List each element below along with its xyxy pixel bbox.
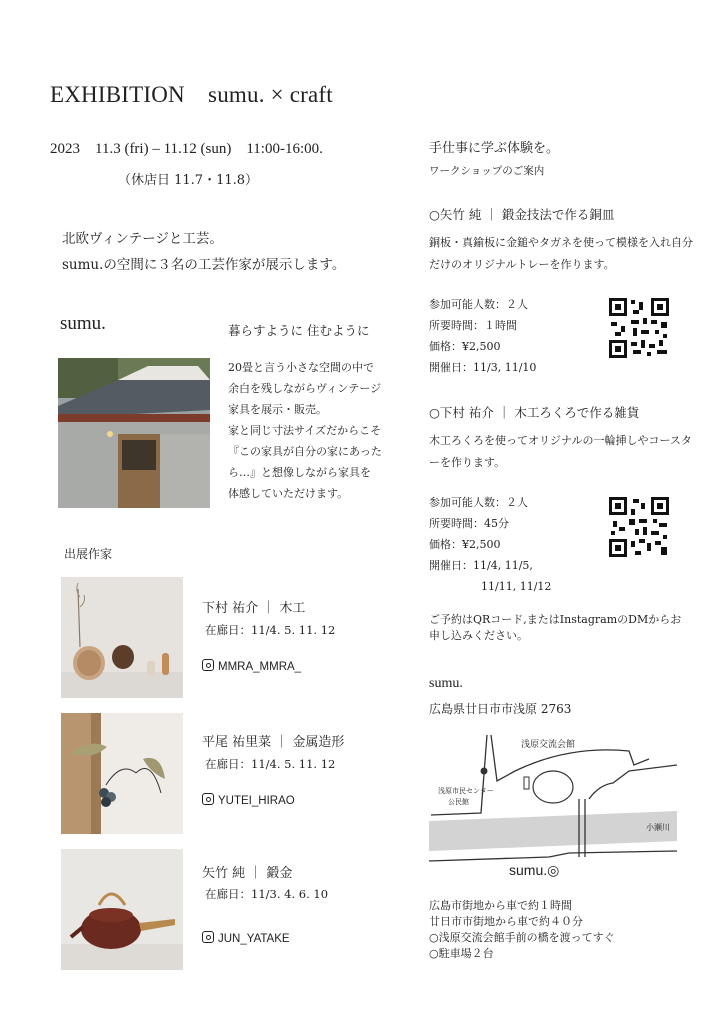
- shop-desc-line: 家具を展示・販売。: [228, 403, 327, 416]
- map-label-center: 浅原市民センター: [438, 788, 494, 795]
- exhibition-title: EXHIBITION sumu. × craft: [50, 82, 333, 107]
- workshop-title: ○下村 祐介 ｜ 木工ろくろで作る雑貨: [429, 405, 640, 420]
- location-address: 広島県廿日市市浅原 2763: [429, 702, 572, 716]
- artist-dates: 在廊日：11/3. 4. 6. 10: [205, 887, 329, 901]
- intro-text: [62, 226, 345, 278]
- workshop-price: 価格：¥2,500: [429, 538, 501, 551]
- closed-days: （休店日 11.7・11.8）: [118, 173, 259, 188]
- instagram-handle-text: MMRA_MMRA_: [218, 661, 302, 673]
- workshop-subheading: ワークショップのご案内: [429, 165, 545, 177]
- workshop-info: [429, 492, 551, 597]
- workshop-dates-cont: 11/11, 11/12: [481, 580, 552, 593]
- exhibition-dates: 2023 11.3 (fri) – 11.12 (sun) 11:00-16:00.: [50, 141, 323, 157]
- map-label-center2: 公民館: [448, 799, 469, 806]
- instagram-handle-text: JUN_YATAKE: [218, 933, 290, 945]
- shop-desc-line: 余白を残しながらヴィンテージ: [228, 382, 382, 395]
- artist-photo-kettle: [61, 849, 183, 970]
- access-info: [429, 898, 615, 962]
- map-label-shop: sumu.◎: [509, 862, 560, 878]
- workshop-info: [429, 294, 536, 378]
- workshop-dates: 開催日：11/4, 11/5,: [429, 559, 533, 572]
- reservation-note: ご予約はQRコード,またはInstagramのDMからお申し込みください。: [429, 613, 682, 642]
- qr-code-icon[interactable]: [609, 298, 669, 358]
- workshop-time: 所要時間：45分: [429, 517, 509, 530]
- shop-desc-line: 家と同じ寸法サイズだからこそ: [228, 424, 382, 437]
- artists-heading: 出展作家: [64, 547, 113, 561]
- instagram-handle-text: YUTEI_HIRAO: [218, 795, 295, 807]
- access-line: 廿日市市街地から車で約４０分: [429, 915, 583, 928]
- artist-photo-metal: [61, 713, 183, 834]
- artist-dates: 在廊日：11/4. 5. 11. 12: [205, 623, 336, 637]
- shop-name: sumu.: [60, 313, 106, 334]
- workshop-time: 所要時間：１時間: [429, 319, 517, 332]
- access-line: 広島市街地から車で約１時間: [429, 899, 572, 912]
- access-line: ○駐車場２台: [429, 947, 494, 960]
- workshop-price: 価格：¥2,500: [429, 340, 501, 353]
- workshop-title: ○矢竹 純 ｜ 鍛金技法で作る銅皿: [429, 207, 615, 222]
- workshop-capacity: 参加可能人数：２人: [429, 298, 528, 311]
- instagram-handle[interactable]: [202, 793, 295, 807]
- shop-description: [228, 357, 398, 504]
- intro-line-2: sumu.の空間に３名の工芸作家が展示します。: [62, 257, 346, 273]
- artist-photo-wood: [61, 577, 183, 698]
- shop-desc-line: ら…』と想像しながら家具を: [228, 466, 371, 479]
- instagram-handle[interactable]: [202, 659, 301, 673]
- qr-code-icon[interactable]: [609, 497, 669, 557]
- workshop-dates: 開催日：11/3, 11/10: [429, 361, 537, 374]
- artist-name: 矢竹 純 ｜ 鍛金: [202, 866, 293, 881]
- workshop-capacity: 参加可能人数：２人: [429, 496, 528, 509]
- artist-name: 下村 祐介 ｜ 木工: [202, 601, 306, 616]
- instagram-icon: [202, 931, 214, 943]
- workshop-description: 銅板・真鍮板に金鎚やタガネを使って模様を入れ自分だけのオリジナルトレーを作ります。: [429, 236, 693, 271]
- access-line: ○浅原交流会館手前の橋を渡ってすぐ: [429, 931, 615, 944]
- intro-line-1: 北欧ヴィンテージと工芸。: [62, 231, 223, 247]
- shop-desc-line: 20畳と言う小さな空間の中で: [228, 361, 374, 374]
- location-name: sumu.: [429, 676, 463, 691]
- shop-desc-line: 体感していただけます。: [228, 487, 349, 500]
- shop-photo: [58, 358, 210, 508]
- artist-name: 平尾 祐里菜 ｜ 金属造形: [202, 735, 345, 750]
- map-label-hall: 浅原交流会館: [521, 739, 576, 749]
- map-label-river: 小瀬川: [646, 823, 670, 832]
- instagram-handle[interactable]: [202, 931, 290, 945]
- workshop-description: 木工ろくろを使ってオリジナルの一輪挿しやコースターを作ります。: [429, 434, 692, 469]
- workshop-heading: 手仕事に学ぶ体験を。: [429, 141, 560, 156]
- shop-desc-line: 『この家具が自分の家にあった: [228, 445, 382, 458]
- instagram-icon: [202, 793, 214, 805]
- instagram-icon: [202, 659, 214, 671]
- artist-dates: 在廊日：11/4. 5. 11. 12: [205, 757, 336, 771]
- shop-tagline: 暮らすように 住むように: [228, 323, 370, 338]
